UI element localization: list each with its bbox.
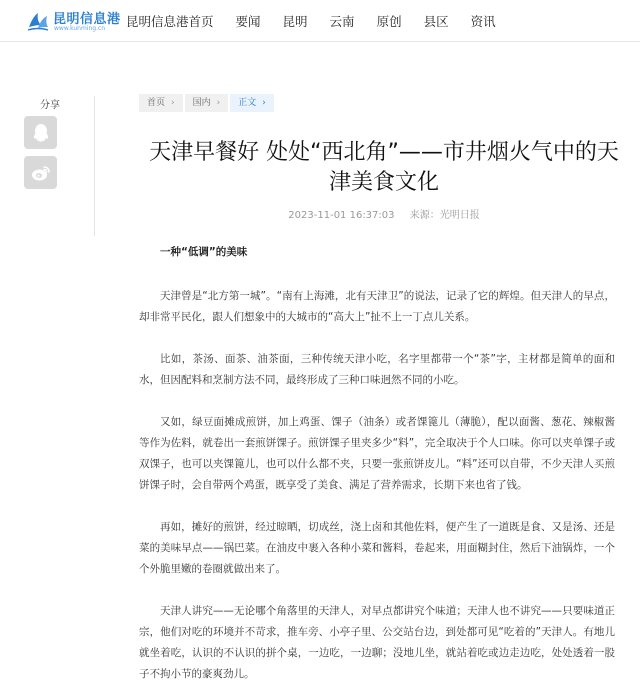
article-body [139,240,615,694]
share-divider [94,96,95,236]
nav-item-news[interactable]: 要闻 [235,14,261,29]
nav-item-kunming[interactable]: 昆明 [282,14,308,29]
chevron-right-icon: › [216,98,221,108]
breadcrumb-item-article[interactable] [230,94,274,112]
article-paragraph: 再如，摊好的煎饼，经过晾晒，切成丝，浇上卤和其他佐料，便产生了一道既是食、又是汤、还是菜的美味早点——锅巴菜。在油皮中裹入各种小菜和酱料，卷起来，用面糊封住，然后下油锅炸，一个个外脆里嫩的卷圈就做出来了。 [139,521,615,575]
nav-item-info[interactable]: 资讯 [470,14,496,29]
article-paragraph: 又如，绿豆面摊成煎饼，加上鸡蛋、馃子（油条）或者馃篦儿（薄脆），配以面酱、葱花、辣椒酱等作为佐料，就卷出一套煎饼馃子。煎饼馃子里夹多少“料”，完全取决于个人口味。你可以夹单馃子或双馃子，也可以夹馃篦儿，也可以什么都不夹，只要一张煎饼皮儿。“料”还可以自带，不少天津人买煎饼馃子时，会自带两个鸡蛋，既享受了美食、满足了营养需求，长期下来也省了钱。 [139,416,615,491]
site-logo[interactable] [26,8,121,34]
article-datetime: 2023-11-01 16:37:03 [288,210,395,221]
article-paragraph: 比如，茶汤、面茶、油茶面，三种传统天津小吃，名字里都带一个“茶”字，主材都是简单的面和水，但因配料和烹制方法不同，最终形成了三种口味迥然不同的小吃。 [139,353,615,386]
breadcrumb-item-domestic[interactable] [185,94,229,112]
share-weibo-button[interactable] [24,156,57,189]
site-header [0,0,640,42]
article-subhead: 一种“低调”的美味 [160,246,248,258]
breadcrumb-item-home[interactable] [139,94,183,112]
share-qq-button[interactable] [24,116,57,149]
nav-item-original[interactable]: 原创 [376,14,402,29]
breadcrumb-label: 国内 [192,98,211,108]
logo-name-en: www.kunming.cn [54,25,106,32]
breadcrumb-label: 首页 [147,98,166,108]
article-paragraph: 天津人讲究——无论哪个角落里的天津人，对早点都讲究个味道；天津人也不讲究——只要味道正宗，他们对吃的环境并不苛求，推车旁、小亭子里、公交站台边，到处都可见“吃着的”天津人。有地儿就坐着吃，认识的不认识的拼个桌，一边吃，一边聊；没地儿坐，就站着吃或边走边吃，处处透着一股子不拘小节的豪爽劲儿。 [139,605,615,680]
share-label: 分享 [40,100,60,111]
logo-name-cn: 昆明信息港 [53,12,121,27]
logo-icon [26,9,50,33]
article-source: 来源：光明日报 [409,210,480,221]
article-paragraph: 天津曾是“北方第一城”。“南有上海滩，北有天津卫”的说法，记录了它的辉煌。但天津人的早点，却非常平民化，跟人们想象中的大城市的“高大上”扯不上一丁点儿关系。 [139,290,615,323]
article-meta [139,206,629,221]
main-nav [126,0,518,42]
nav-item-yunnan[interactable]: 云南 [329,14,355,29]
article-title: 天津早餐好 处处“西北角”——市井烟火气中的天津美食文化 [149,140,619,195]
weibo-icon [31,164,51,182]
nav-item-home[interactable]: 昆明信息港首页 [126,14,214,29]
breadcrumb [139,94,276,112]
chevron-right-icon: › [262,98,266,108]
qq-icon [32,123,50,143]
nav-item-county[interactable]: 县区 [423,14,449,29]
breadcrumb-label: 正文 [238,98,257,108]
chevron-right-icon: › [171,98,175,108]
